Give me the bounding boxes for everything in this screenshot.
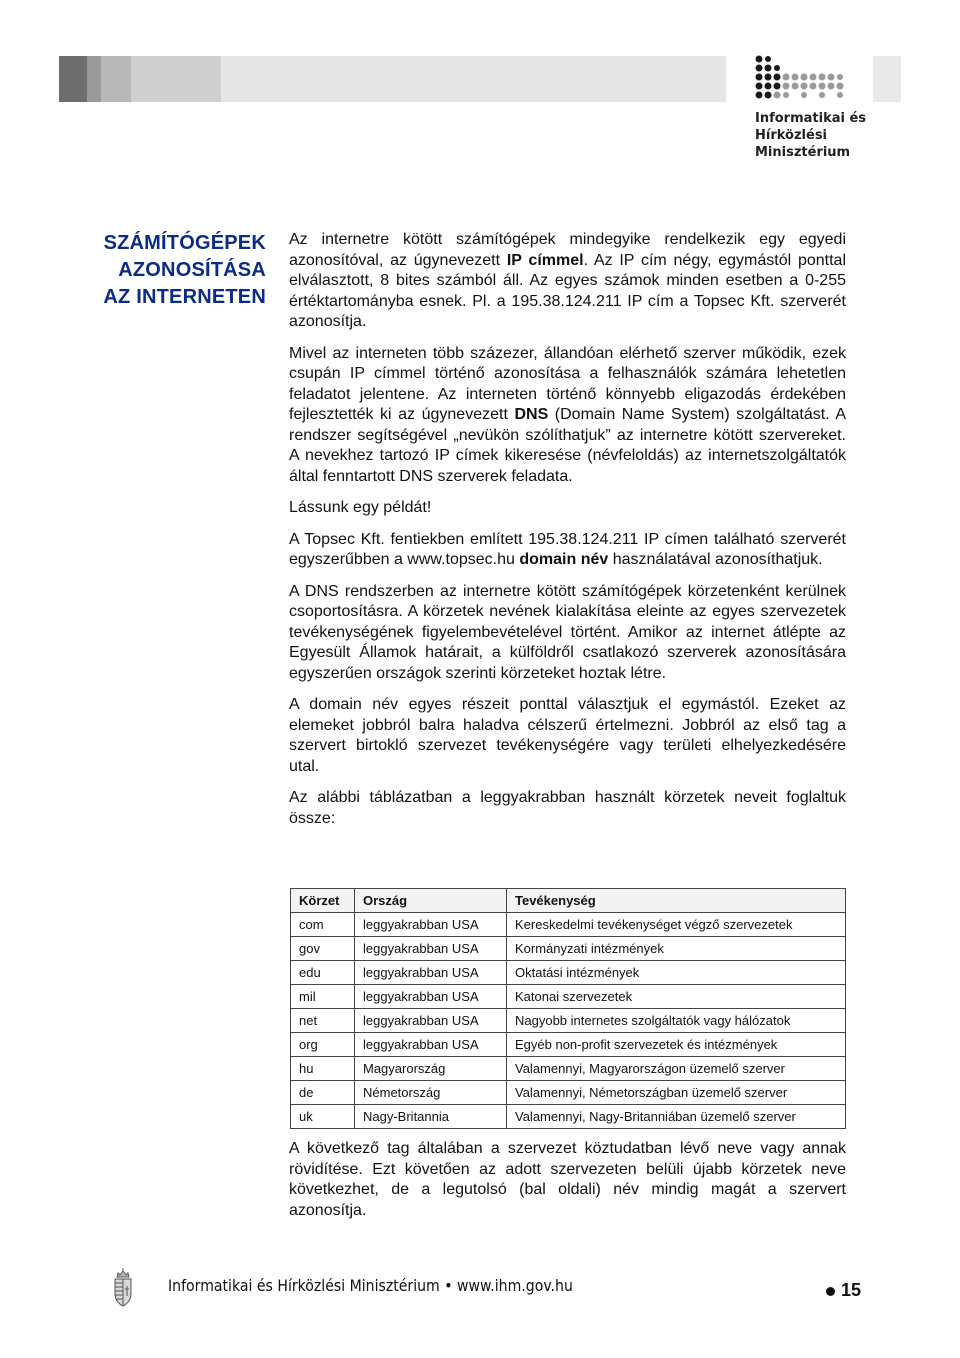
ministry-name-line: Minisztérium [755, 145, 851, 160]
table-cell: Magyarország [355, 1057, 507, 1081]
table-row [291, 985, 846, 1009]
paragraph: A következő tag általában a szervezet köztudatban lévő neve vagy annak rövidítése. Ezt követően az adott szervezeten belüli újabb körzetek neve következhet, de a legutolsó (bal oldali) név mindig magát a szervert azonosítja. [289, 1140, 846, 1219]
ministry-logo-text [755, 110, 866, 161]
table-cell: leggyakrabban USA [355, 985, 507, 1009]
table-row [291, 1009, 846, 1033]
domain-table-wrapper [290, 888, 846, 1129]
paragraph-bold-term: DNS [514, 406, 549, 423]
header-bar-segment [101, 56, 131, 102]
table-cell: hu [291, 1057, 355, 1081]
domain-table [290, 888, 846, 1129]
header-bar-segment [59, 56, 87, 102]
table-row [291, 937, 846, 961]
closing-paragraph-block [289, 1139, 846, 1221]
section-title-line: AZONOSÍTÁSA [118, 259, 266, 281]
table-cell: Németország [355, 1081, 507, 1105]
paragraph-text: (Domain Name System) szolgáltatást. A rendszer segítségével „nevükön szólíthatjuk” az internetre kötött szervereket. A nevekhez tartozó IP címek kikeresése (névfeloldás) az internetszolgáltatók által fenntartott DNS szerverek feladata. [289, 406, 847, 485]
table-header-cell: Ország [355, 889, 507, 913]
table-cell: Nagyobb internetes szolgáltatók vagy hálózatok [507, 1009, 846, 1033]
table-cell: leggyakrabban USA [355, 1033, 507, 1057]
paragraph [289, 344, 846, 488]
section-title-line: SZÁMÍTÓGÉPEK [103, 232, 266, 254]
header-bar-segment [131, 56, 221, 102]
paragraph [289, 530, 846, 571]
table-row [291, 1105, 846, 1129]
table-cell: uk [291, 1105, 355, 1129]
paragraph-bold-term: domain név [519, 551, 609, 568]
page-number-value: 15 [841, 1280, 862, 1300]
table-cell: gov [291, 937, 355, 961]
table-header-row [291, 889, 846, 913]
table-cell: leggyakrabban USA [355, 961, 507, 985]
header-end-block [873, 56, 901, 102]
ministry-logo-icon [755, 55, 847, 105]
table-cell: mil [291, 985, 355, 1009]
paragraph-text: A Topsec Kft. fentiekben említett 195.38.124.211 IP címen található szerverét egyszerűbben a www.topsec.hu [289, 530, 846, 568]
table-header-cell: Tevékenység [507, 889, 846, 913]
table-cell: net [291, 1009, 355, 1033]
table-cell: Kereskedelmi tevékenységet végző szervezetek [507, 913, 846, 937]
table-cell: Nagy-Britannia [355, 1105, 507, 1129]
header-gradient-bar [59, 56, 726, 102]
table-cell: Katonai szervezetek [507, 985, 846, 1009]
table-row [291, 1081, 846, 1105]
ministry-name-line: Hírközlési [755, 128, 828, 143]
table-cell: Egyéb non-profit szervezetek és intézmények [507, 1033, 846, 1057]
table-cell: edu [291, 961, 355, 985]
table-row [291, 961, 846, 985]
header-bar-segment [87, 56, 101, 102]
main-content [289, 230, 846, 840]
table-row [291, 913, 846, 937]
paragraph: A DNS rendszerben az internetre kötött számítógépek körzetenként kerülnek csoportosításra. A körzetek nevének kialakítása eleinte az egyes szervezetek tevékenységének figyelembevételével történt. Amikor az internet átlépte az Egyesült Államok határait, a külföldről csatlakozó szerverek azonosítására egyszerűen országok szerinti körzeteket hoztak létre. [289, 582, 846, 682]
paragraph-text: használatával azonosíthatjuk. [608, 551, 823, 568]
section-title-line: AZ INTERNETEN [103, 286, 266, 308]
table-cell: Oktatási intézmények [507, 961, 846, 985]
table-cell: com [291, 913, 355, 937]
table-cell: org [291, 1033, 355, 1057]
page-number [826, 1280, 861, 1301]
table-cell: Valamennyi, Nagy-Britanniában üzemelő szerver [507, 1105, 846, 1129]
table-cell: leggyakrabban USA [355, 937, 507, 961]
coat-of-arms-icon [112, 1268, 134, 1308]
table-cell: de [291, 1081, 355, 1105]
table-row [291, 1033, 846, 1057]
table-cell: Valamennyi, Magyarországon üzemelő szerver [507, 1057, 846, 1081]
table-cell: leggyakrabban USA [355, 913, 507, 937]
table-row [291, 1057, 846, 1081]
bullet-icon [826, 1287, 835, 1296]
ministry-name-line: Informatikai és [755, 111, 867, 126]
paragraph-text: Az internetre kötött számítógépek mindegyike rendelkezik egy egyedi azonosítóval, az úgynevezett [289, 231, 846, 269]
paragraph-text: . Az IP cím négy, egymástól ponttal elválasztott, 8 bites számból áll. Az egyes számok minden esetben a 0-255 értéktartományba esnek. Pl. a 195.38.124.211 IP cím a Topsec Kft. szerverét azonosítja. [289, 251, 846, 330]
paragraph: Lássunk egy példát! [289, 499, 432, 516]
table-cell: Kormányzati intézmények [507, 937, 846, 961]
header-bar-segment [221, 56, 726, 102]
table-header-cell: Körzet [291, 889, 355, 913]
paragraph [289, 230, 846, 333]
paragraph-bold-term: IP címmel [506, 251, 584, 269]
paragraph: A domain név egyes részeit ponttal választjuk el egymástól. Ezeket az elemeket jobbról balra haladva célszerű értelmezni. Jobbról az első tag a szervert birtokló szervezet tevékenységére vagy területi elhelyezkedésére utal. [289, 696, 846, 775]
footer-text: Informatikai és Hírközlési Minisztérium • www.ihm.gov.hu [168, 1276, 573, 1295]
table-cell: Valamennyi, Németországban üzemelő szerver [507, 1081, 846, 1105]
paragraph-text: Mivel az interneten több százezer, állandóan elérhető szerver működik, ezek csupán IP címmel történő azonosítása a felhasználók számára lehetetlen feladatot jelentene. Az interneten történő könnyebb eligazodás érdekében fejlesztették ki az úgynevezett [289, 344, 846, 423]
section-title [60, 230, 266, 311]
paragraph: Az alábbi táblázatban a leggyakrabban használt körzetek neveit foglaltuk össze: [289, 789, 846, 827]
table-cell: leggyakrabban USA [355, 1009, 507, 1033]
